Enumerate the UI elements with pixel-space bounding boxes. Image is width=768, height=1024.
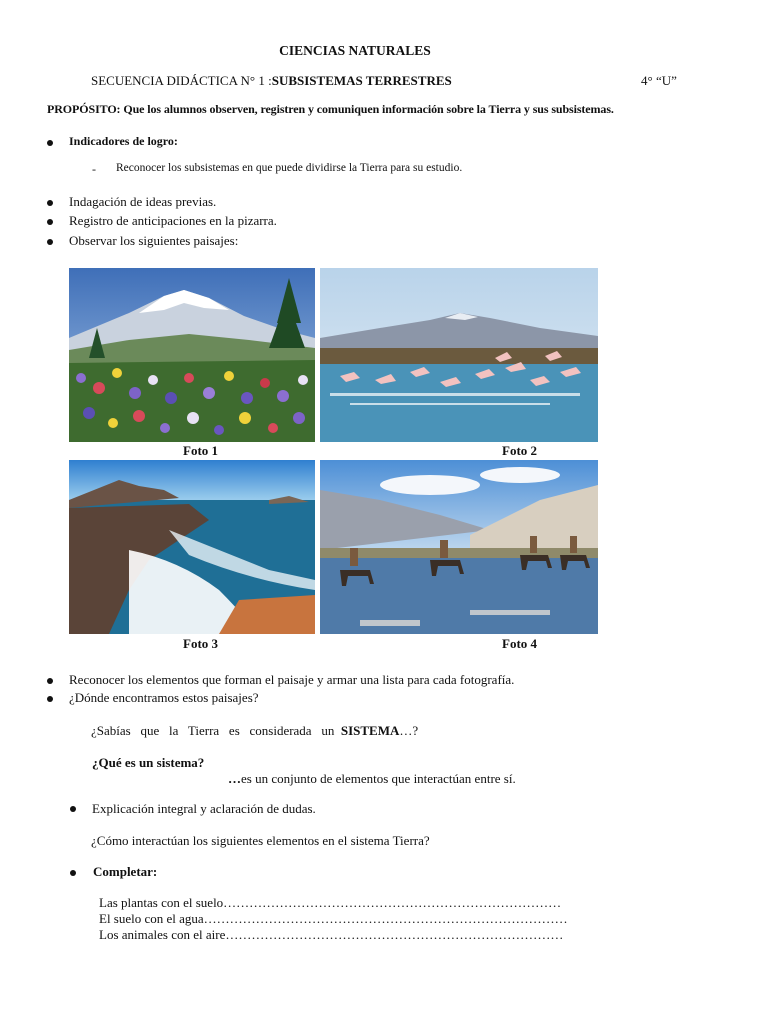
system-keyword: SISTEMA [340,723,400,738]
bullet-icon [47,678,53,684]
photo-riders-river [320,460,598,634]
bullet-icon [47,219,53,225]
bullet-icon [70,806,76,812]
activity-item: Reconocer los elementos que forman el paisaje y armar una lista para cada fotografía. [69,672,515,687]
activity-item: ¿Dónde encontramos estos paisajes? [69,690,259,705]
dash-marker: - [92,162,96,176]
bullet-icon [70,870,76,876]
mountain-flowers-image [69,268,315,442]
definition-text: es un conjunto de elementos que interactúan entre sí. [241,771,516,786]
photo-caption: Foto 4 [502,636,538,651]
riders-river-image [320,460,598,634]
flamingos-lake-image [320,268,598,442]
definition-answer [228,771,516,787]
photo-mountain-flowers [69,268,315,442]
definition-question: ¿Qué es un sistema? [92,755,205,770]
sequence-prefix: SECUENCIA DIDÁCTICA N° 1 : [91,73,272,88]
rocky-coast-image [69,460,315,634]
system-question-prefix: ¿Sabías que la Tierra es considerada un [91,723,341,738]
complete-heading: Completar: [93,864,158,879]
grade-label: 4° “U” [641,73,677,88]
photo-flamingos-lake [320,268,598,442]
photo-caption: Foto 2 [502,443,538,458]
page-title: CIENCIAS NATURALES [279,43,431,58]
photo-rocky-coast [69,460,315,634]
definition-ellipsis: … [228,771,241,786]
fill-line: Las plantas con el suelo…………………………………………………………………… [99,895,562,910]
bullet-icon [47,140,53,146]
explanation-item: Explicación integral y aclaración de dudas. [92,801,316,816]
purpose-label: PROPÓSITO: [47,102,121,116]
interaction-question: ¿Cómo interactúan los siguientes elementos en el sistema Tierra? [91,833,430,848]
activity-item: Indagación de ideas previas. [69,194,217,209]
bullet-icon [47,200,53,206]
indicators-heading: Indicadores de logro: [69,134,178,148]
fill-line: Los animales con el aire…………………………………………………………………… [99,927,564,942]
sequence-topic: SUBSISTEMAS TERRESTRES [271,73,452,88]
system-question [91,723,418,739]
bullet-icon [47,239,53,245]
photo-caption: Foto 3 [183,636,219,651]
indicator-item: Reconocer los subsistemas en que puede dividirse la Tierra para su estudio. [116,162,463,174]
activity-item: Registro de anticipaciones en la pizarra. [69,213,277,228]
purpose-text: Que los alumnos observen, registren y comuniquen información sobre la Tierra y sus subsistemas. [120,102,614,116]
activity-item: Observar los siguientes paisajes: [69,233,239,248]
sequence-line [91,73,452,89]
system-question-suffix: …? [399,723,419,738]
fill-line: El suelo con el agua………………………………………………………………………… [99,911,568,926]
purpose-line [47,102,614,117]
bullet-icon [47,696,53,702]
photo-caption: Foto 1 [183,443,219,458]
